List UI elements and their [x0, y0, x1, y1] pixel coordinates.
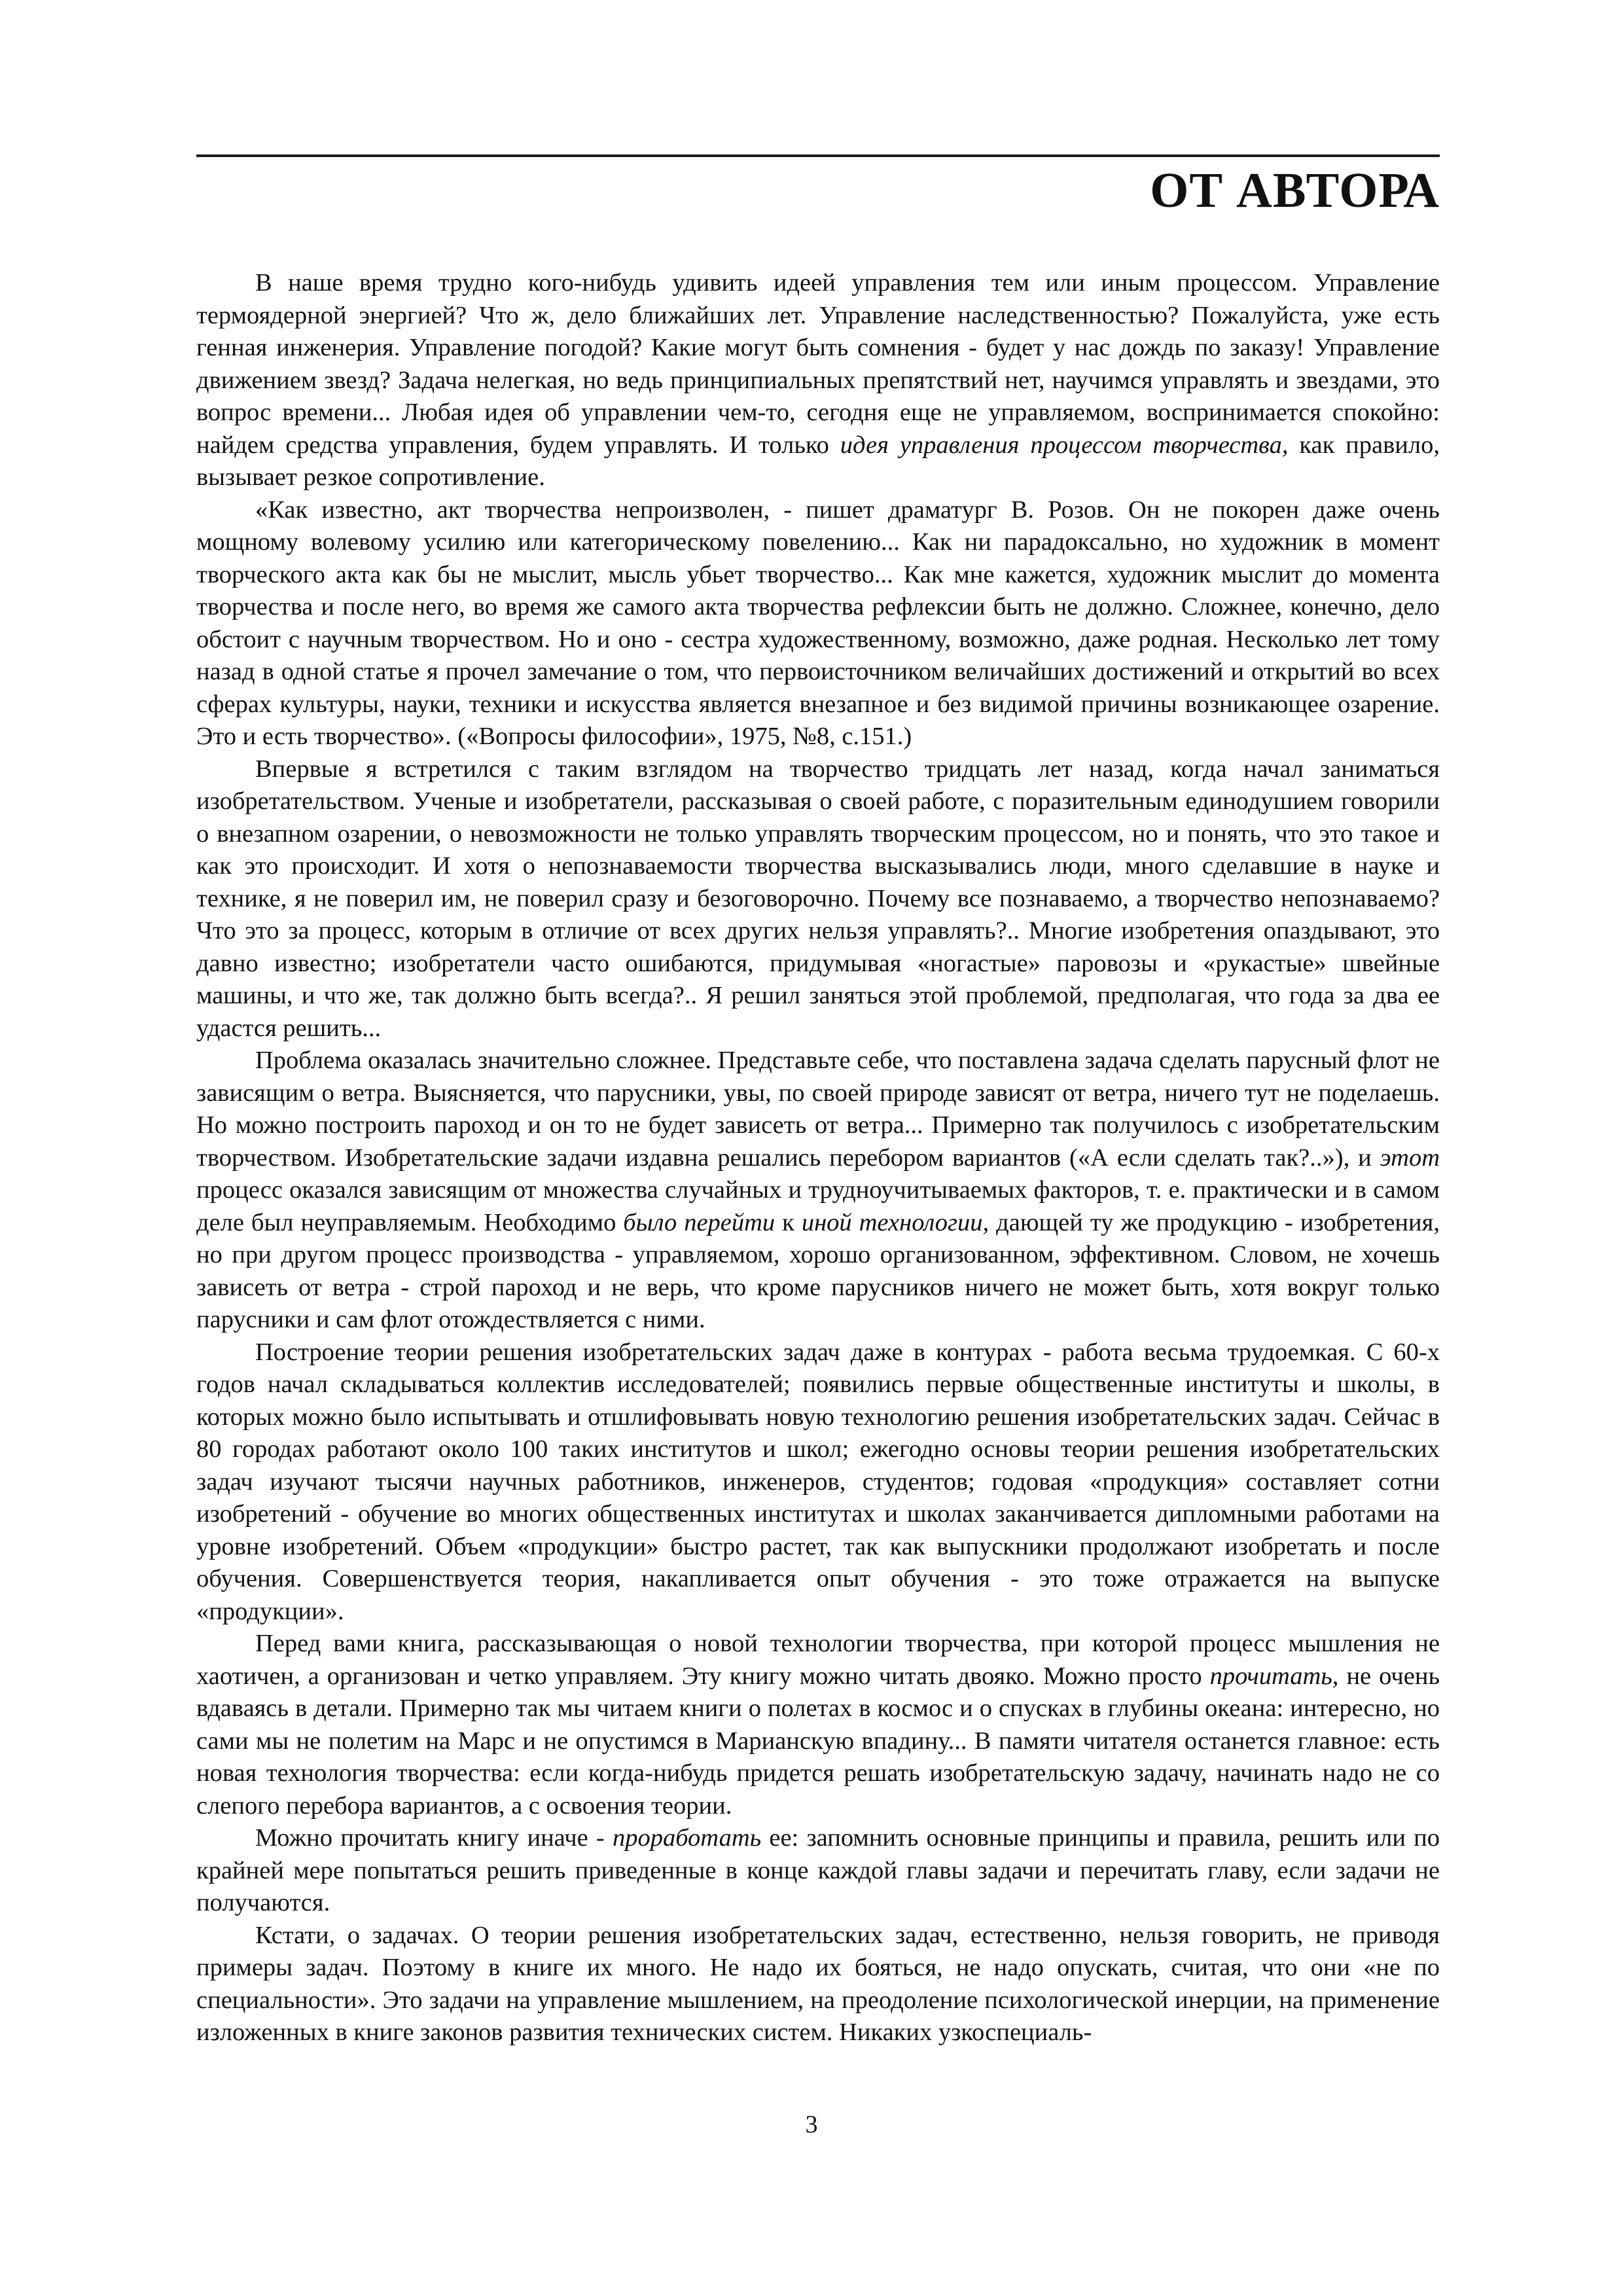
text-segment-italic: иной технологии, — [801, 1208, 990, 1236]
text-segment: дающей ту же продукцию - изобретения, но при другом процесс производства - управляемом, хорошо организованном, эффективном. Словом, не хочешь зависеть от ветра - строй пароход и не верь, что кроме парусников ничего не может быть, хотя вокруг только парусники и сам флот отождествляется с ними. — [196, 1208, 1440, 1333]
paragraph — [196, 1628, 1440, 1822]
chapter-title: ОТ АВТОРА — [1150, 163, 1440, 218]
text-segment-italic: идея управления процессом творчества, — [840, 431, 1289, 459]
text-segment: Впервые я встретился с таким взглядом на творчество тридцать лет назад, когда начал заниматься изобретательством. Ученые и изобретатели, рассказывая о своей работе, с поразительным единодушием говорили о внезапном озарении, о невозможности не только управлять творческим процессом, но и понять, что это такое и как это происходит. И хотя о непознаваемости творчества высказывались люди, много сделавшие в науке и технике, я не поверил им, не поверил сразу и безоговорочно. Почему все познаваемо, а творчество непознаваемо? Что это за процесс, которым в отличие от всех других нельзя управлять?.. Многие изобретения опаздывают, это давно известно; изобретатели часто ошибаются, придумывая «ногастые» паровозы и «рукастые» швейные машины, и что же, так должно быть всегда?.. Я решил заняться этой проблемой, предполагая, что года за два ее удастся решить... — [196, 755, 1440, 1042]
text-segment: В наше время трудно кого-нибудь удивить идеей управления тем или иным процессом. Управление термоядерной энергией? Что ж, дело ближайших лет. Управление наследственностью? Пожалуйста, уже есть генная инженерия. Управление погодой? Какие могут быть сомнения - будет у нас дождь по заказу! Управление движением звезд? Задача нелегкая, но ведь принципиальных препятствий нет, научимся управлять и звездами, это вопрос времени... Любая идея об управлении чем-то, сегодня еще не управляемом, воспринимается спокойно: найдем средства управления, будем управлять. И только — [196, 269, 1440, 459]
text-segment: не очень вдаваясь в детали. Примерно так мы читаем книги о полетах в космос и о спусках в глубины океана: интересно, но сами мы не полетим на Марс и не опустимся в Марианскую впадину... В памяти читателя останется главное: есть новая технология творчества: если когда-нибудь придется решать изобретательскую задачу, начинать надо не со слепого перебора вариантов, а с освоения теории. — [196, 1662, 1440, 1820]
text-segment-italic: прочитать, — [1209, 1662, 1339, 1690]
text-segment: Можно прочитать книгу иначе - — [255, 1824, 613, 1852]
page-number: 3 — [805, 2111, 818, 2138]
text-segment: Кстати, о задачах. О теории решения изобретательских задач, естественно, нельзя говорить, не приводя примеры задач. Поэтому в книге их много. Не надо их бояться, не надо опускать, считая, что они «не по специальности». Это задачи на управление мышлением, на преодоление психологической инерции, на применение изложенных в книге законов развития технических систем. Никаких узкоспециаль- — [196, 1921, 1440, 2046]
paragraph — [196, 1336, 1440, 1628]
text-segment: «Как известно, акт творчества непроизволен, - пишет драматург В. Розов. Он не покорен даже очень мощному волевому усилию или категорическому повелению... Как ни парадоксально, но художник в момент творческого акта как бы не мыслит, мысль убьет творчество... Как мне кажется, художник мыслит до момента творчества и после него, во время же самого акта творчества рефлексии быть не должно. Сложнее, конечно, дело обстоит с научным творчеством. Но и оно - сестра художественному, возможно, даже родная. Несколько лет тому назад в одной статье я прочел замечание о том, что первоисточником величайших достижений и открытий во всех сферах культуры, науки, техники и искусства является внезапное и без видимой причины возникающее озарение. Это и есть творчество». («Вопросы философии», 1975, №8, с.151.) — [196, 495, 1440, 750]
text-segment: как правило, вызывает резкое сопротивление. — [196, 431, 1440, 491]
paragraph — [196, 267, 1440, 494]
text-segment: ее: запомнить основные принципы и правила, решить или по крайней мере попытаться решить приведенные в конце каждой главы задачи и перечитать главу, если задачи не получаются. — [196, 1824, 1440, 1916]
text-segment: Построение теории решения изобретательских задач даже в контурах - работа весьма трудоемкая. С 60-х годов начал складываться коллектив исследователей; появились первые общественные институты и школы, в которых можно было испытывать и отшлифовывать новую технологию решения изобретательских задач. Сейчас в 80 городах работают около 100 таких институтов и школ; ежегодно основы теории решения изобретательских задач изучают тысячи научных работников, инженеров, студентов; годовая «продукция» составляет сотни изобретений - обучение во многих общественных институтах и школах заканчивается дипломными работами на уровне изобретений. Объем «продукции» быстро растет, так как выпускники продолжают изобретать и после обучения. Совершенствуется теория, накапливается опыт обучения - это тоже отражается на выпуске «продукции». — [196, 1338, 1440, 1625]
text-segment: Перед вами книга, рассказывающая о новой технологии творчества, при которой процесс мышления не хаотичен, а организован и четко управляем. Эту книгу можно читать двояко. Можно просто — [196, 1630, 1440, 1690]
text-segment-italic: было перейти — [623, 1208, 776, 1236]
text-segment-italic: проработать — [612, 1824, 762, 1852]
text-segment: к — [775, 1208, 802, 1236]
paragraph — [196, 753, 1440, 1045]
text-segment-italic: этот — [1380, 1143, 1440, 1172]
text-segment: процесс оказался зависящим от множества случайных и трудноучитываемых факторов, т. е. практически и в самом деле был неуправляемым. Необходимо — [196, 1176, 1440, 1236]
paragraph — [196, 494, 1440, 753]
body-text — [196, 267, 1440, 2049]
paragraph — [196, 1822, 1440, 1920]
text-segment: Проблема оказалась значительно сложнее. Представьте себе, что поставлена задача сделать парусный флот не зависящим о ветра. Выясняется, что парусники, увы, по своей природе зависят от ветра, ничего тут не поделаешь. Но можно построить пароход и он то не будет зависеть от ветра... Примерно так получилось с изобретательским творчеством. Изобретательские задачи издавна решались перебором вариантов («А если сделать так?..»), и — [196, 1047, 1440, 1172]
header-rule — [196, 154, 1440, 157]
paragraph — [196, 1045, 1440, 1336]
paragraph — [196, 1920, 1440, 2049]
